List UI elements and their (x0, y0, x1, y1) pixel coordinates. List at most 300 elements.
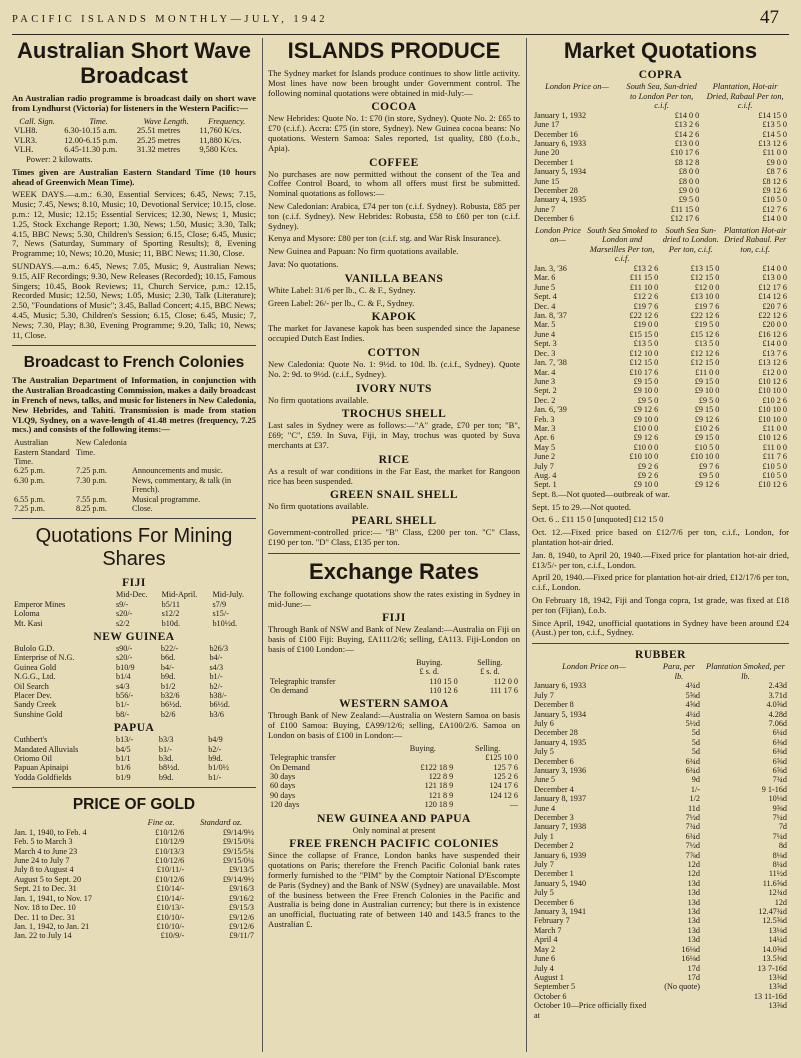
gold-row-cell: Feb. 5 to March 3 (14, 837, 73, 847)
shortwave-row-cell: 9,580 K/cs. (199, 145, 238, 155)
kapok-heading: KAPOK (371, 311, 417, 324)
rubber-row-cell: June 4 (534, 803, 556, 813)
copra2-row-cell: £10 10 0 (758, 386, 787, 396)
copra2-row-cell: £20 7 6 (762, 301, 787, 311)
mining-cell: s4/3 (116, 681, 130, 691)
rubber-row (532, 719, 789, 728)
copra1-row-cell: £9 0 0 (678, 186, 700, 196)
shortwave-row-cell: VLH. (14, 145, 34, 155)
fiji-units: £ s. d. (480, 667, 500, 677)
mining-cell: b9d. (158, 772, 174, 782)
gold-row-cell: June 24 to July 7 (14, 856, 70, 866)
rubber-row (532, 804, 789, 813)
mining-cell: Cuthbert's (14, 735, 48, 745)
rubber-row-cell: 17d (687, 972, 700, 982)
rubber-row-cell: 6⅜d (772, 737, 787, 747)
mining-cell: s90/- (116, 643, 133, 653)
rubber-heading: RUBBER (635, 649, 686, 662)
rubber-row (532, 785, 789, 794)
rubber-row (532, 973, 789, 982)
rubber-row-cell: July 7 (534, 860, 554, 870)
fiji-text: Through Bank of NSW and Bank of New Zealand:—Australia on Fiji on basis of £100 Fiji: Buying, £A111/2/6; selling, £A113. Fiji-London on basis of £100 London:— (268, 624, 520, 654)
mining-cell: b2/6 (160, 709, 176, 719)
rubber-row-cell: 6¾d (685, 831, 700, 841)
copra2-row-cell: £9 15 0 (694, 405, 720, 415)
shortwave-col-header: Time. (89, 116, 108, 126)
gold-row (12, 847, 256, 856)
samoa-row-cell: 90 days (270, 790, 296, 800)
page-number: 47 (760, 7, 779, 28)
mining-row (12, 663, 256, 672)
fiji-row-cell: 110 12 6 (429, 685, 458, 695)
copra2-row-cell: £14 0 0 (762, 264, 787, 274)
rubber-row-cell: January 4, 1935 (534, 737, 587, 747)
shortwave-row-cell: 31.32 metres (136, 145, 181, 155)
copra2-row-cell: £13 5 0 (694, 339, 720, 349)
mining-cell: Oil Search (14, 681, 49, 691)
ng-heading: NEW GUINEA AND PAPUA (317, 812, 471, 825)
gold-row (12, 865, 256, 874)
mining-cell: b5/11 (161, 599, 180, 609)
gold-row-cell: £10/13/3 (155, 846, 185, 856)
samoa-row-cell: 124 12 6 (489, 790, 518, 800)
french-row-cell: 7.25 p.m. (76, 466, 107, 476)
gold-row-cell: £9/11/7 (229, 931, 254, 941)
copra2-row-cell: £13 7 6 (762, 348, 787, 358)
rubber-row (532, 888, 789, 897)
copra2-row (532, 396, 789, 405)
copra2-row-cell: £12 0 0 (694, 282, 720, 292)
rubber-row (532, 813, 789, 822)
copra2-row-cell: £13 5 0 (633, 339, 659, 349)
mining-table-2 (12, 735, 256, 782)
copra2-row-cell: £10 17 6 (629, 367, 659, 377)
samoa-row-cell: 124 17 6 (489, 781, 518, 791)
rubber-row-cell: 13.5⅜d (762, 954, 787, 964)
copra2-row-cell: £10 12 6 (758, 376, 787, 386)
rubber-row-cell: January 7, 1938 (534, 822, 587, 832)
copra2-row-cell: £9 10 0 (633, 480, 659, 490)
mining-cell: Mt. Kasi (14, 618, 43, 628)
rubber-row-cell: 12d (687, 860, 700, 870)
french-head-nct: New Caledonia Time. (76, 438, 127, 457)
gold-row-cell: August 5 to Sept. 20 (14, 874, 82, 884)
fiji-row-cell: 112 0 0 (493, 676, 518, 686)
mining-col-header: Mid-July. (212, 590, 244, 600)
rubber-row-cell: 6⅝d (772, 765, 787, 775)
mining-cell: b3d. (158, 754, 174, 764)
copra2-row (532, 452, 789, 461)
copra2-row (532, 471, 789, 480)
mining-cell: Placer Dev. (14, 691, 52, 700)
left-column (12, 38, 256, 1052)
copra1-row-cell: £14 0 0 (762, 214, 787, 224)
gold-row (12, 931, 256, 940)
rubber-row-cell: 13d (687, 925, 700, 935)
rubber-row-cell: 10⅛d (768, 794, 787, 804)
mining-row (12, 735, 256, 744)
copra2-row-cell: Sept. 3 (534, 339, 557, 349)
french-row-cell: 6.25 p.m. (14, 466, 45, 476)
copra1-row-cell: £13 5 0 (762, 120, 787, 130)
copra2-row-cell: £11 0 0 (762, 442, 787, 452)
copra1-row-cell: £14 15 0 (758, 110, 787, 120)
rubber-row-cell: 6⅝d (772, 756, 787, 766)
rubber-row (532, 935, 789, 944)
rubber-row (532, 681, 789, 690)
copra2-row-cell: £15 12 6 (690, 329, 720, 339)
rubber-row (532, 851, 789, 860)
gold-col-standard: Standard oz. (200, 818, 243, 828)
copra2-row-cell: £10 5 0 (762, 461, 787, 471)
copra2-row-cell: £9 10 0 (633, 414, 659, 424)
copra2-row-cell: Aug. 4 (534, 470, 557, 480)
copra2-row-cell: £12 15 0 (690, 358, 720, 368)
mining-cell: b1/- (209, 672, 223, 682)
copra2-row-cell: £9 2 6 (637, 470, 659, 480)
gold-row-cell: £9/15/5¾ (222, 846, 254, 856)
mining-cell: Loloma (14, 609, 40, 619)
mining-row (12, 691, 256, 700)
rubber-row-cell: 12d (687, 869, 700, 879)
ffpc-text: Since the collapse of France, London banks have suspended their quotations on Paris; therefore the French Pacific Colonial bank rates formerly furnished to the "PIM" by the Comptoir National D'Escompte de Paris (Sydney) and the Bank of NSW (Sydney) are unavailable. Most of the business between the Free French Colonies in the Pacific and Australia is being done in Australian currency; but there is in existence an unofficial, fluctuating rate of between 140 and 143.5 francs to the Australian £. (268, 850, 520, 929)
samoa-row-cell: 120 days (270, 800, 300, 810)
copra2-row-cell: £13 12 6 (758, 358, 787, 368)
coffee-heading: COFFEE (369, 156, 419, 169)
gold-row-cell: £10/10/- (156, 921, 185, 931)
gold-row-cell: £9/15/3 (228, 903, 254, 913)
copra-note: Sept. 8.—Not quoted—outbreak of war. (532, 488, 670, 499)
rubber-row (532, 992, 789, 1001)
rubber-col-para: Para, per lb. (662, 662, 696, 681)
fiji-row-cell: 111 17 6 (489, 685, 518, 695)
copra1-row-cell: £9 0 0 (766, 157, 787, 167)
samoa-col-selling: Selling. (475, 743, 501, 753)
pearl-heading: PEARL SHELL (351, 515, 437, 528)
vanilla-text-2: Green Label: 26/- per lb., C. & F., Sydney. (268, 297, 415, 308)
copra-notes (532, 490, 789, 638)
rubber-row (532, 794, 789, 803)
copra2-row-cell: £12 17 6 (758, 282, 787, 292)
ivory-heading: IVORY NUTS (356, 382, 432, 395)
copra1-row (532, 130, 789, 139)
mining-row (12, 700, 256, 709)
copra2-row-cell: June 4 (534, 329, 556, 339)
copra1-row-cell: June 20 (534, 148, 560, 158)
copra2-row-cell: £9 12 6 (633, 405, 659, 415)
rubber-row-cell: 7¾d (772, 775, 787, 785)
rubber-row-cell: 13⅜d (768, 972, 787, 982)
mining-cell: b3/6 (209, 709, 225, 719)
fiji-col-selling: Selling. (477, 657, 503, 667)
rubber-row-cell: July 5 (534, 747, 554, 757)
french-head-aest: Australian Eastern Standard Time. (14, 438, 70, 466)
rubber-row-cell: February 7 (534, 916, 570, 926)
samoa-row (268, 781, 520, 790)
mining-row (12, 710, 256, 719)
rubber-row-cell: December 3 (534, 813, 574, 823)
gold-row-cell: £10/10/- (156, 912, 185, 922)
rubber-row-cell: July 1 (534, 831, 554, 841)
rubber-row (532, 964, 789, 973)
rubber-row-cell: 5⅝d (685, 690, 700, 700)
copra1-row (532, 167, 789, 176)
gold-row-cell: March 4 to June 23 (14, 846, 78, 856)
rubber-row-cell: July 6 (534, 718, 554, 728)
mining-row (12, 644, 256, 653)
copra-note: Oct. 6 .. £11 15 0 [unquoted] £12 15 0 (532, 514, 664, 525)
copra2-row-cell: £12 15 0 (629, 358, 659, 368)
copra1-row (532, 120, 789, 129)
mining-cell: Mandated Alluvials (14, 744, 79, 754)
copra1-row-cell: £11 15 0 (670, 204, 700, 214)
gold-row (12, 913, 256, 922)
shortwave-title: Australian Short Wave Broadcast (17, 38, 251, 88)
copra-note: On February 18, 1942, Fiji and Tonga copra, 1st grade, was fixed at £18 per ton (Fijian), f.o.b. (532, 594, 789, 615)
mining-table-1 (12, 644, 256, 719)
copra2-row-cell: £9 12 6 (694, 414, 720, 424)
copra1-row-cell: £13 2 6 (674, 120, 700, 130)
power-note: Power: 2 kilowatts. (26, 153, 93, 164)
copra2-row-cell: £9 15 0 (633, 376, 659, 386)
rubber-row-cell: 4⅝d (685, 700, 700, 710)
mining-col-blank (12, 590, 114, 599)
copra2-row (532, 349, 789, 358)
copra2-row-cell: £15 15 0 (629, 329, 659, 339)
copra2-row (532, 283, 789, 292)
mining-cell: b1/0½ (208, 763, 229, 773)
mining-section-heading: FIJI (122, 577, 146, 590)
rubber-row (532, 907, 789, 916)
sundays-schedule: SUNDAYS.—a.m.: 6.45, News; 7.05, Music; 9, Australian News; 9.15, AIF Recordings; 9.30, New Releases (Recorded); 10.15, Famous Singers; 10.45, Book Reviews; 11, Church Service, p.m.: 12.15, Recorded Music; 12.50, News; 1.05, Music; 2.30, Talk (Literature); 2.50, "Foundations of Music"; 3.45, Ballad Concert; 4.15, BBC News; 4.45, Music; 5.30, Children's Session; 6.15, Close; 6.45, Music; 7, News; 7.30, Play; 8.30, Evening Programme; 9.20, Talk; 10, News; 11, Close. (12, 260, 256, 340)
coffee-text-3: Kenya and Mysore: £80 per ton (c.i.f. stg. and War Risk Insurance). (268, 233, 502, 244)
rubber-row-cell (656, 1001, 702, 1020)
rubber-row-cell: 1/2 (689, 794, 700, 804)
fiji-row (268, 686, 520, 695)
rubber-row-cell: 13d (687, 916, 700, 926)
copra2-row-cell: £22 12 6 (690, 311, 720, 321)
coffee-text-2: New Caledonian: Arabica, £74 per ton (c.i.f. Sydney). Robusta, £85 per ton (c.i.f. Sydney). New Hebrides: Robusta, £58 to £60 per ton (c.i.f. Sydney). (268, 200, 520, 231)
copra-col-plantation: Plantation, Hot-air Dried, Rabaul Per ton, c.i.f. (706, 82, 784, 111)
mining-cell: s2/2 (116, 618, 130, 628)
rubber-row-cell: June 6 (534, 954, 556, 964)
copra1-row-cell: £14 2 6 (674, 129, 700, 139)
mining-cell: s20/- (116, 609, 133, 619)
gold-row (12, 894, 256, 903)
gold-row-cell: £9/13/5 (228, 865, 254, 875)
copra1-row-cell: £12 7 6 (762, 204, 787, 214)
mining-row (12, 609, 256, 618)
mining-section-heading: NEW GUINEA (93, 630, 175, 643)
rubber-row (532, 898, 789, 907)
gold-row (12, 837, 256, 846)
rubber-row-cell: September 5 (534, 982, 576, 992)
mining-cell: Papuan Apinaipi (14, 763, 69, 773)
times-note: Times given are Australian Eastern Standard Time (10 hours ahead of Greenwich Mean Time). (12, 166, 256, 187)
mining-cell: Emperor Mines (14, 599, 66, 609)
rubber-row-cell: 5½d (685, 718, 700, 728)
copra2-row-cell: £11 10 0 (629, 282, 659, 292)
mining-row (12, 745, 256, 754)
mining-table-0 (12, 590, 256, 628)
copra2-row-cell: June 5 (534, 282, 556, 292)
gold-title: PRICE OF GOLD (72, 796, 196, 814)
gold-row (12, 875, 256, 884)
vanilla-heading: VANILLA BEANS (344, 272, 444, 285)
samoa-row-cell: 120 18 9 (424, 800, 454, 810)
mining-cell: b4/- (160, 662, 175, 672)
mining-cell: b9d. (160, 672, 176, 682)
french-row (12, 495, 256, 504)
mining-cell: Sandy Creek (14, 700, 57, 710)
copra2-row-cell: £9 7 6 (698, 461, 720, 471)
rubber-row-cell: 7¾d (685, 822, 700, 832)
samoa-row-cell: 125 7 6 (493, 762, 518, 772)
cotton-text: New Caledonia: Quote No. 1: 9½d. to 10d. lb. (c.i.f., Sydney). Quote No. 2: 9d. to 9½d. (c.i.f., Sydney). (268, 358, 520, 379)
rubber-row-cell: 6¼d (772, 728, 787, 738)
column-rule (526, 38, 527, 1052)
gold-row-cell: £9/15/0¼ (222, 856, 254, 866)
rubber-row-cell: 5d (691, 728, 700, 738)
samoa-heading: WESTERN SAMOA (339, 698, 449, 711)
gold-row-cell: £9/15/0¼ (222, 837, 254, 847)
rubber-row-cell: 13d (687, 888, 700, 898)
copra2-row-cell: £14 0 0 (762, 339, 787, 349)
copra2-row (532, 339, 789, 348)
rubber-row (532, 879, 789, 888)
copra2-row-cell: £12 10 0 (629, 348, 659, 358)
shortwave-col-header: Call. Sign. (19, 116, 55, 126)
gold-row-cell: £10/11/- (156, 865, 185, 875)
mining-cell: b26/3 (209, 643, 229, 653)
shortwave-row-cell: 12.00-6.15 p.m. (64, 135, 118, 145)
copra2-row-cell: Mar. 5 (534, 320, 556, 330)
rubber-row-cell: 4¼d (685, 709, 700, 719)
copra2-row-cell: £13 0 0 (762, 273, 787, 283)
rubber-row-cell: 16⅛d (681, 954, 700, 964)
middle-column (268, 38, 520, 1052)
rubber-row-cell: 13⅝d (768, 1001, 787, 1011)
copra2-row (532, 358, 789, 367)
copra2-row-cell: £12 0 0 (762, 367, 787, 377)
mining-col-header: Mid-Dec. (116, 590, 148, 600)
rubber-row-cell: 8⅛d (772, 850, 787, 860)
copra2-row-cell: Jan. 6, '39 (534, 405, 567, 415)
copra-table-1 (532, 82, 789, 224)
copra2-row-cell: £11 15 0 (629, 273, 659, 283)
rubber-row (532, 945, 789, 954)
copra2-row-cell: £11 0 0 (695, 367, 720, 377)
rubber-row-cell: December 4 (534, 784, 574, 794)
mining-section-heading: PAPUA (113, 722, 155, 735)
samoa-row (268, 763, 520, 772)
copra1-row-cell: £9 12 6 (762, 186, 787, 196)
rubber-row-cell: 11½d (768, 869, 787, 879)
samoa-text: Through Bank of New Zealand:—Australia on Western Samoa on basis of £100 Samoa: Buying, £A99/12/6; selling, £A100/2/6. Samoa on London on basis of £100 in London:— (268, 710, 520, 740)
french-row-cell: Announcements and music. (132, 466, 223, 476)
mining-cell: b6½d. (160, 700, 182, 710)
mining-cell: b4/- (209, 653, 223, 663)
exchange-intro: The following exchange quotations show the rates existing in Sydney in mid-June:— (268, 588, 520, 609)
copra2-row-cell: Jan. 7, '38 (534, 358, 567, 368)
gold-row-cell: Nov. 18 to Dec. 10 (14, 903, 76, 913)
copra2-row-cell: £20 0 0 (762, 320, 787, 330)
copra2-row-cell: £10 5 0 (762, 470, 787, 480)
copra2-row-cell: Sept. 4 (534, 292, 557, 302)
copra2-row-cell: Jan. 8, '37 (534, 311, 567, 321)
divider (268, 553, 520, 554)
copra-note: Since April, 1942, unofficial quotations in Sydney have been around £24 (Aust.) per ton, c.i.f., Sydney. (532, 617, 789, 638)
rubber-row-cell (656, 992, 702, 1001)
gold-table (12, 818, 256, 940)
copra-note: Jan. 8, 1940, to April 20, 1940.—Fixed price for plantation hot-air dried, £13/5/- per ton, c.i.f., London. (532, 549, 789, 570)
shortwave-col-header: Frequency. (208, 116, 246, 126)
copra1-row-cell: £14 0 0 (674, 110, 700, 120)
copra2-row (532, 273, 789, 282)
copra2-col-plantation: Plantation Hot-air Dried Rabaul. Per ton, c.i.f. (723, 225, 787, 254)
shortwave-row-cell: 6.30-10.15 a.m. (64, 126, 118, 136)
rubber-row-cell: 13d (687, 897, 700, 907)
copra1-row (532, 205, 789, 214)
copra1-row (532, 177, 789, 186)
rubber-row (532, 841, 789, 850)
mining-cell: b6½d. (209, 700, 230, 710)
copra2-row (532, 386, 789, 395)
exchange-title: Exchange Rates (309, 558, 479, 584)
mining-cell: b6d. (160, 653, 176, 663)
mining-row (12, 619, 256, 628)
gold-row-cell: Dec. 11 to Dec. 31 (14, 912, 76, 922)
french-row-cell: 7.55 p.m. (76, 494, 107, 504)
rubber-row-cell: 13 11-16d (753, 991, 787, 1001)
rubber-row-cell: January 5, 1940 (534, 878, 587, 888)
gold-row-cell: July 8 to August 4 (14, 865, 74, 875)
shortwave-row-cell: 25.25 metres (136, 135, 181, 145)
rubber-row-cell: June 5 (534, 775, 556, 785)
mining-cell: b10/9 (116, 662, 135, 672)
rubber-row-cell: April 4 (534, 935, 558, 945)
copra2-row-cell: Sept. 1 (534, 480, 557, 490)
copra1-row-cell: £14 5 0 (762, 129, 787, 139)
rubber-row-cell: January 6, 1933 (534, 681, 587, 691)
samoa-col-buying: Buying. (409, 743, 436, 753)
gold-row (12, 884, 256, 893)
rubber-row-cell: January 3, 1936 (534, 765, 587, 775)
copra2-row-cell: £9 10 0 (694, 386, 720, 396)
coffee-text-5: Java: No quotations. (268, 258, 339, 269)
divider (12, 787, 256, 788)
copra2-row-cell: £10 5 0 (694, 442, 720, 452)
rubber-row-cell: May 2 (534, 944, 556, 954)
mining-cell: b13/- (116, 735, 134, 745)
rubber-row-cell: 12¾d (768, 888, 787, 898)
ng-text: Only nominal at present (352, 824, 436, 835)
rubber-row-cell: January 8, 1937 (534, 794, 587, 804)
rubber-row (532, 700, 789, 709)
kapok-text: The market for Javanese kapok has been suspended since the Japanese occupied Dutch East Indies. (268, 323, 520, 344)
copra2-row-cell: May 5 (534, 442, 556, 452)
samoa-row (268, 772, 520, 781)
mining-cell: b1/6 (116, 763, 131, 773)
copra2-row-cell: £10 10 0 (690, 452, 720, 462)
french-row-cell: 6.55 p.m. (14, 494, 45, 504)
copra2-row (532, 433, 789, 442)
rubber-row-cell: 4¾d (685, 681, 700, 691)
pearl-text: Government-controlled price:— "B" Class, £200 per ton. "C" Class, £190 per ton. "D" Class, £135 per ton. (268, 527, 520, 547)
mining-cell: b2/- (209, 681, 223, 691)
copra2-row-cell: £13 10 0 (690, 292, 720, 302)
copra2-row-cell: Dec. 2 (534, 395, 556, 405)
